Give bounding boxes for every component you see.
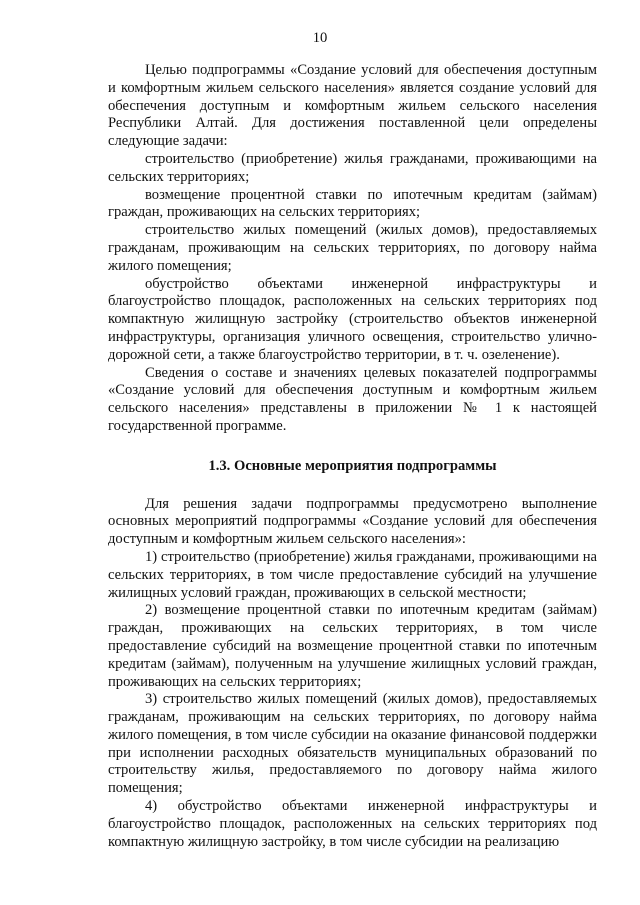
paragraph-goal: Целью подпрограммы «Создание условий для обеспечения доступным и комфортным жильем сельского населения» является создание условий для обеспечения доступным и комфортным жильем сельского населения Республики Алтай. Для достижения поставленной цели определены следующие задачи: xyxy=(108,62,597,150)
task-item-1: строительство (приобретение) жилья гражданами, проживающими на сельских территориях; xyxy=(108,150,597,185)
paragraph-indicators: Сведения о составе и значениях целевых показателей подпрограммы «Создание условий для обеспечения доступным и комфортным жильем сельского населения» представлены в приложении № 1 к настоящей государственной программе. xyxy=(108,364,597,434)
measure-item-3: 3) строительство жилых помещений (жилых домов), предоставляемых гражданам, проживающим на сельских территориях, по договору найма жилого помещения, в том числе субсидии на оказание финансовой поддержки при исполнении расходных обязательств муниципальных образований по строительству жилья, предоставляемого по договору найма жилого помещения; xyxy=(108,691,597,797)
task-item-4: обустройство объектами инженерной инфраструктуры и благоустройство площадок, расположенных на сельских территориях под компактную жилищную застройку (строительство объектов инженерной инфраструктуры, организация уличного освещения, строительство улично-дорожной сети, а также благоустройство территории, в т. ч. озеленение). xyxy=(108,275,597,363)
measure-item-4: 4) обустройство объектами инженерной инфраструктуры и благоустройство площадок, расположенных на сельских территориях под компактную жилищную застройку, в том числе субсидии на реализацию xyxy=(108,798,597,850)
task-item-2: возмещение процентной ставки по ипотечным кредитам (займам) граждан, проживающих на сельских территориях; xyxy=(108,186,597,221)
measure-item-2: 2) возмещение процентной ставки по ипотечным кредитам (займам) граждан, проживающих на сельских территориях, в том числе предоставление субсидий на возмещение процентной ставки по ипотечным кредитам (займам), полученным на улучшение жилищных условий граждан, проживающих на сельских территориях; xyxy=(108,602,597,690)
page-number: 10 xyxy=(312,30,328,46)
measure-item-1: 1) строительство (приобретение) жилья гражданами, проживающими на сельских территориях, в том числе предоставление субсидий на улучшение жилищных условий граждан, проживающих в сельской местности; xyxy=(108,548,597,601)
section-heading: 1.3. Основные мероприятия подпрограммы xyxy=(208,457,497,474)
paragraph-measures-intro: Для решения задачи подпрограммы предусмотрено выполнение основных мероприятий подпрограммы «Создание условий для обеспечения доступным и комфортным жильем сельского населения»: xyxy=(108,495,597,548)
page-content xyxy=(108,62,597,851)
task-item-3: строительство жилых помещений (жилых домов), предоставляемых гражданам, проживающим на сельских территориях, по договору найма жилого помещения; xyxy=(108,222,597,274)
